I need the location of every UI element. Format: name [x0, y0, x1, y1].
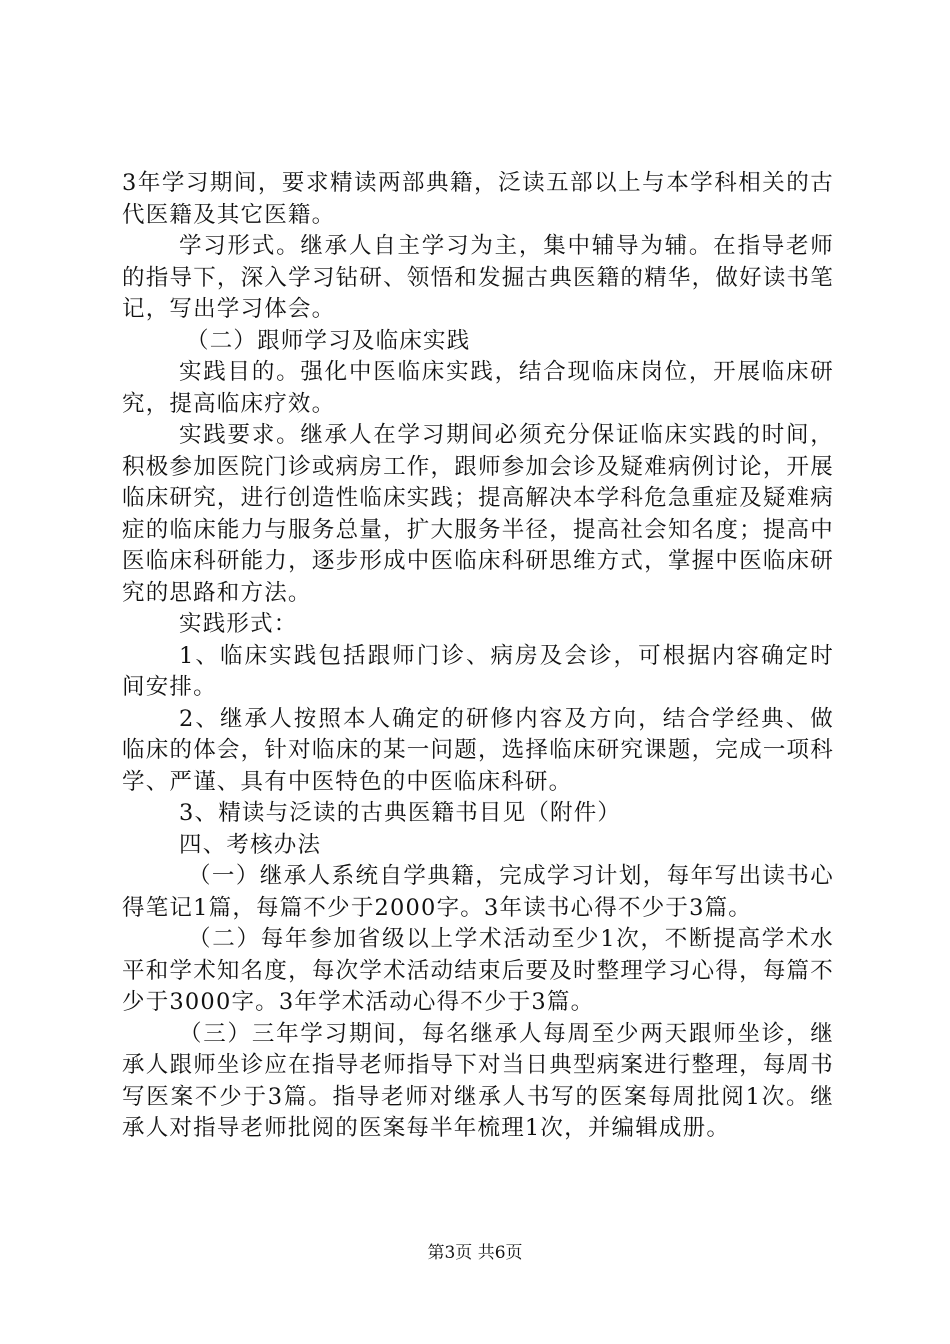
list-item-practice-1: 1、临床实践包括跟师门诊、病房及会诊，可根据内容确定时间安排。 [122, 642, 834, 700]
paragraph-assessment-2: （二）每年参加省级以上学术活动至少1次，不断提高学术水平和学术知名度，每次学术活动结束后要及时整理学习心得，每篇不少于3000字。3年学术活动心得不少于3篇。 [122, 926, 834, 1015]
paragraph-assessment-3: （三）三年学习期间，每名继承人每周至少两天跟师坐诊，继承人跟师坐诊应在指导老师指导下对当日典型病案进行整理，每周书写医案不少于3篇。指导老师对继承人书写的医案每周批阅1次。继承人对指导老师批阅的医案每半年梳理1次，并编辑成册。 [122, 1020, 834, 1141]
section-heading-clinical-practice: （二）跟师学习及临床实践 [186, 327, 471, 354]
list-item-practice-3: 3、精读与泛读的古典医籍书目见（附件） [179, 800, 622, 826]
document-body [122, 168, 834, 1145]
paragraph-practice-form: 实践形式： [179, 611, 298, 637]
paragraph-practice-purpose: 实践目的。强化中医临床实践，结合现临床岗位，开展临床研究，提高临床疗效。 [122, 359, 834, 417]
paragraph-practice-requirements: 实践要求。继承人在学习期间必须充分保证临床实践的时间，积极参加医院门诊或病房工作，跟师参加会诊及疑难病例讨论，开展临床研究，进行创造性临床实践；提高解决本学科危急重症及疑难病症的临床能力与服务总量，扩大服务半径，提高社会知名度；提高中医临床科研能力，逐步形成中医临床科研思维方式，掌握中医临床研究的思路和方法。 [122, 422, 834, 606]
section-heading-assessment: 四、考核办法 [179, 831, 322, 858]
paragraph-assessment-1: （一）继承人系统自学典籍，完成学习计划，每年写出读书心得笔记1篇，每篇不少于2000字。3年读书心得不少于3篇。 [122, 863, 834, 921]
list-item-practice-2: 2、继承人按照本人确定的研修内容及方向，结合学经典、做临床的体会，针对临床的某一问题，选择临床研究课题，完成一项科学、严谨、具有中医特色的中医临床科研。 [122, 705, 834, 795]
page-number-footer: 第3页 共6页 [427, 1243, 523, 1263]
paragraph-study-period: 3年学习期间，要求精读两部典籍，泛读五部以上与本学科相关的古代医籍及其它医籍。 [122, 170, 834, 228]
paragraph-study-form: 学习形式。继承人自主学习为主，集中辅导为辅。在指导老师的指导下，深入学习钻研、领悟和发掘古典医籍的精华，做好读书笔记，写出学习体会。 [122, 233, 834, 322]
